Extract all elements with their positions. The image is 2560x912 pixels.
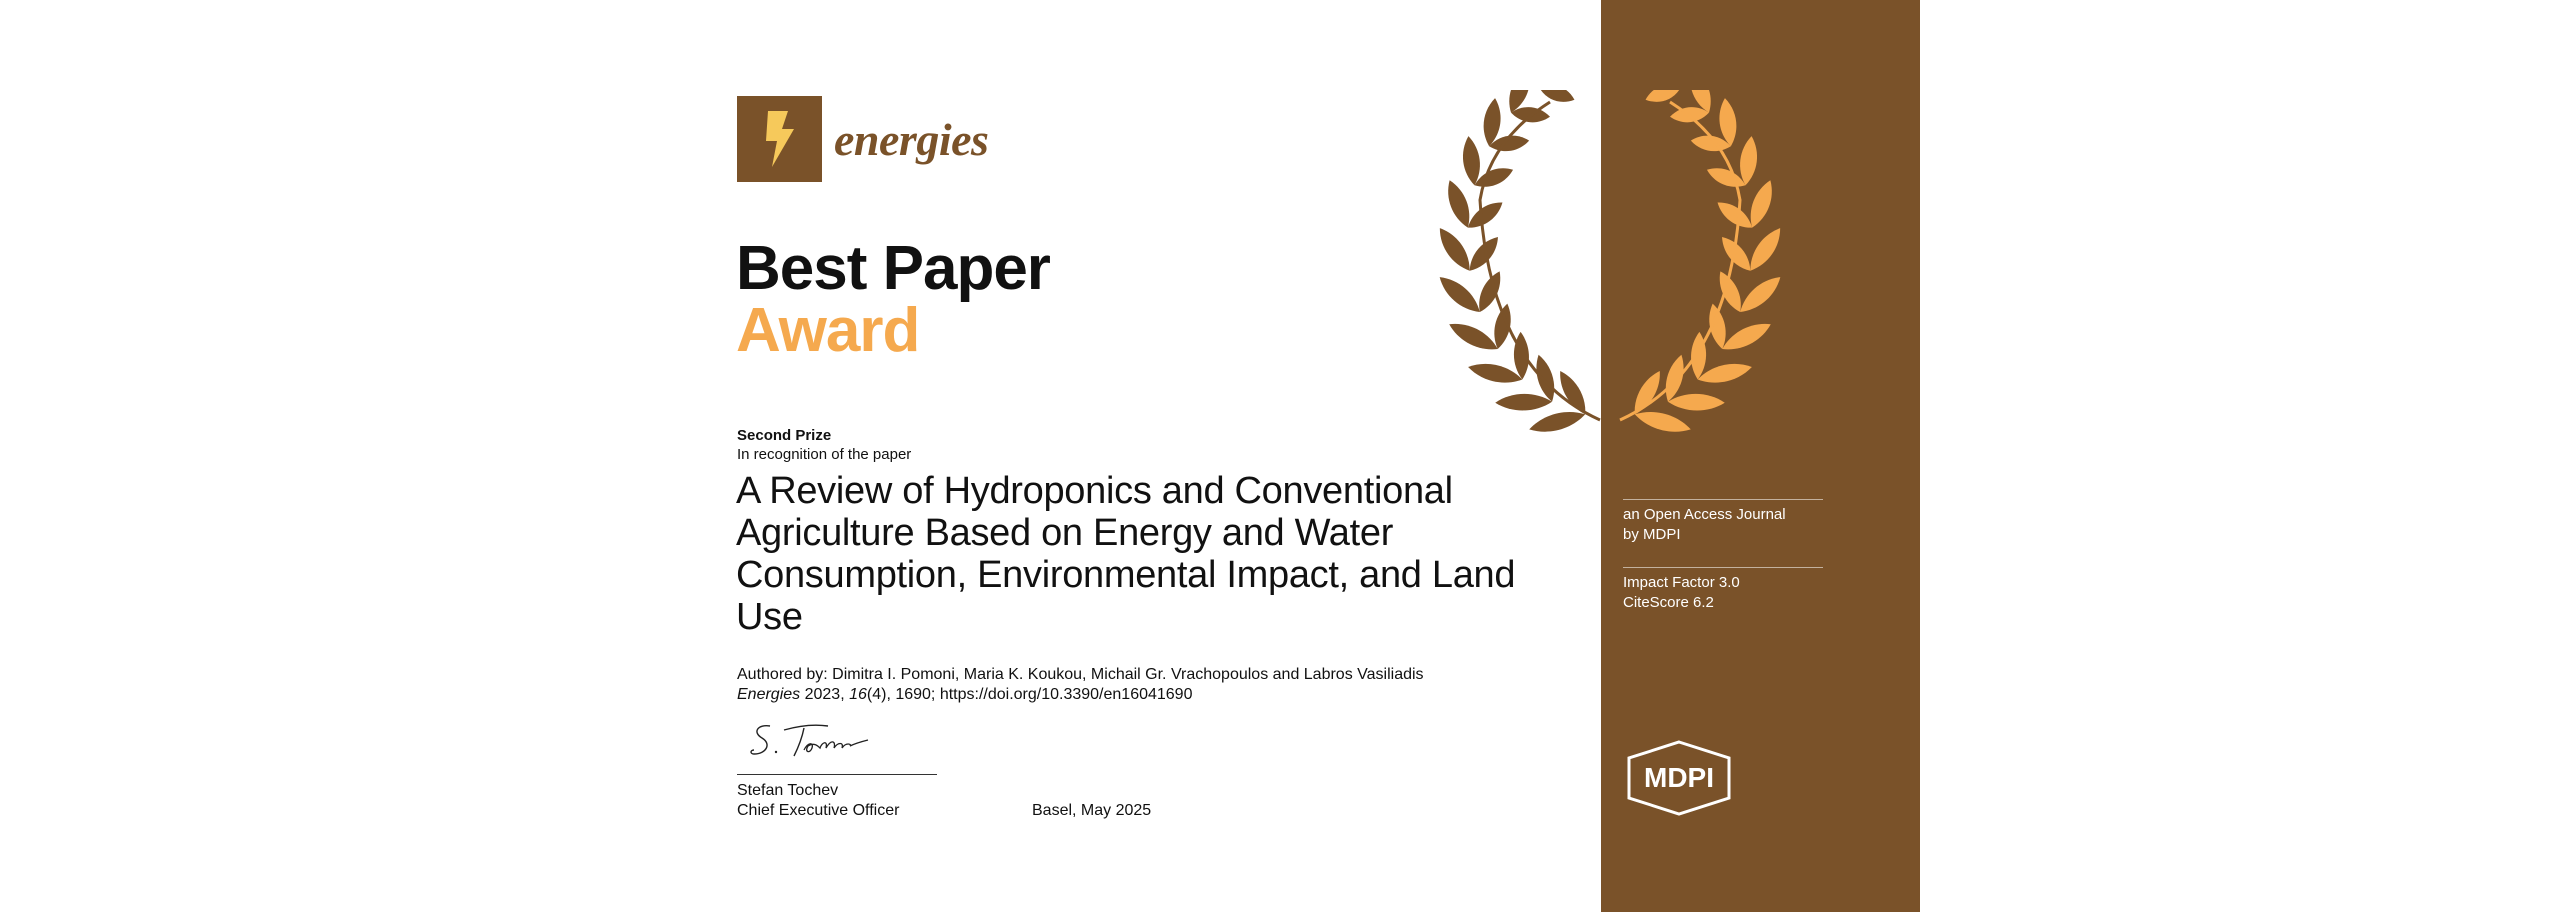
authors-line: Authored by: Dimitra I. Pomoni, Maria K. Koukou, Michail Gr. Vrachopoulos and Labros Vasiliadis: [737, 666, 1424, 683]
side-divider: [1623, 567, 1823, 568]
place-date: Basel, May 2025: [1032, 802, 1152, 819]
journal-metrics: [1623, 573, 1740, 613]
citescore: CiteScore 6.2: [1623, 594, 1714, 611]
award-title-accent: Award: [736, 296, 920, 365]
award-title-main: Best Paper: [736, 234, 1050, 303]
laurel-wreath-icon: [1400, 90, 1820, 505]
handwritten-signature: [748, 716, 878, 769]
journal-type: [1623, 505, 1786, 545]
impact-factor: Impact Factor 3.0: [1623, 574, 1740, 591]
citation-line: Energies 2023, 16(4), 1690; https://doi.org/10.3390/en16041690: [737, 686, 1193, 703]
signer-name: Stefan Tochev: [737, 782, 839, 799]
journal-type-line1: an Open Access Journal: [1623, 506, 1786, 523]
citation-journal: Energies: [737, 686, 801, 703]
signature-line: [737, 774, 937, 775]
citation-rest: (4), 1690; https://doi.org/10.3390/en16041690: [866, 686, 1193, 703]
journal-type-line2: by MDPI: [1623, 526, 1681, 543]
lightning-bolt-icon: [737, 96, 822, 182]
prize-label: Second Prize: [737, 427, 832, 444]
recognition-text: In recognition of the paper: [737, 446, 912, 463]
journal-logo: [737, 96, 988, 182]
mdpi-logo: [1621, 740, 1737, 821]
side-divider: [1623, 499, 1823, 500]
signer-role: Chief Executive Officer: [737, 802, 900, 819]
journal-name: energies: [834, 113, 989, 165]
mdpi-logo-text: MDPI: [1644, 762, 1714, 793]
citation-volume: 16: [849, 686, 867, 703]
citation-year: 2023: [800, 686, 841, 703]
paper-title: A Review of Hydroponics and Conventional Agriculture Based on Energy and Water Consumption, Environmental Impact, and Land Use: [736, 470, 1516, 638]
